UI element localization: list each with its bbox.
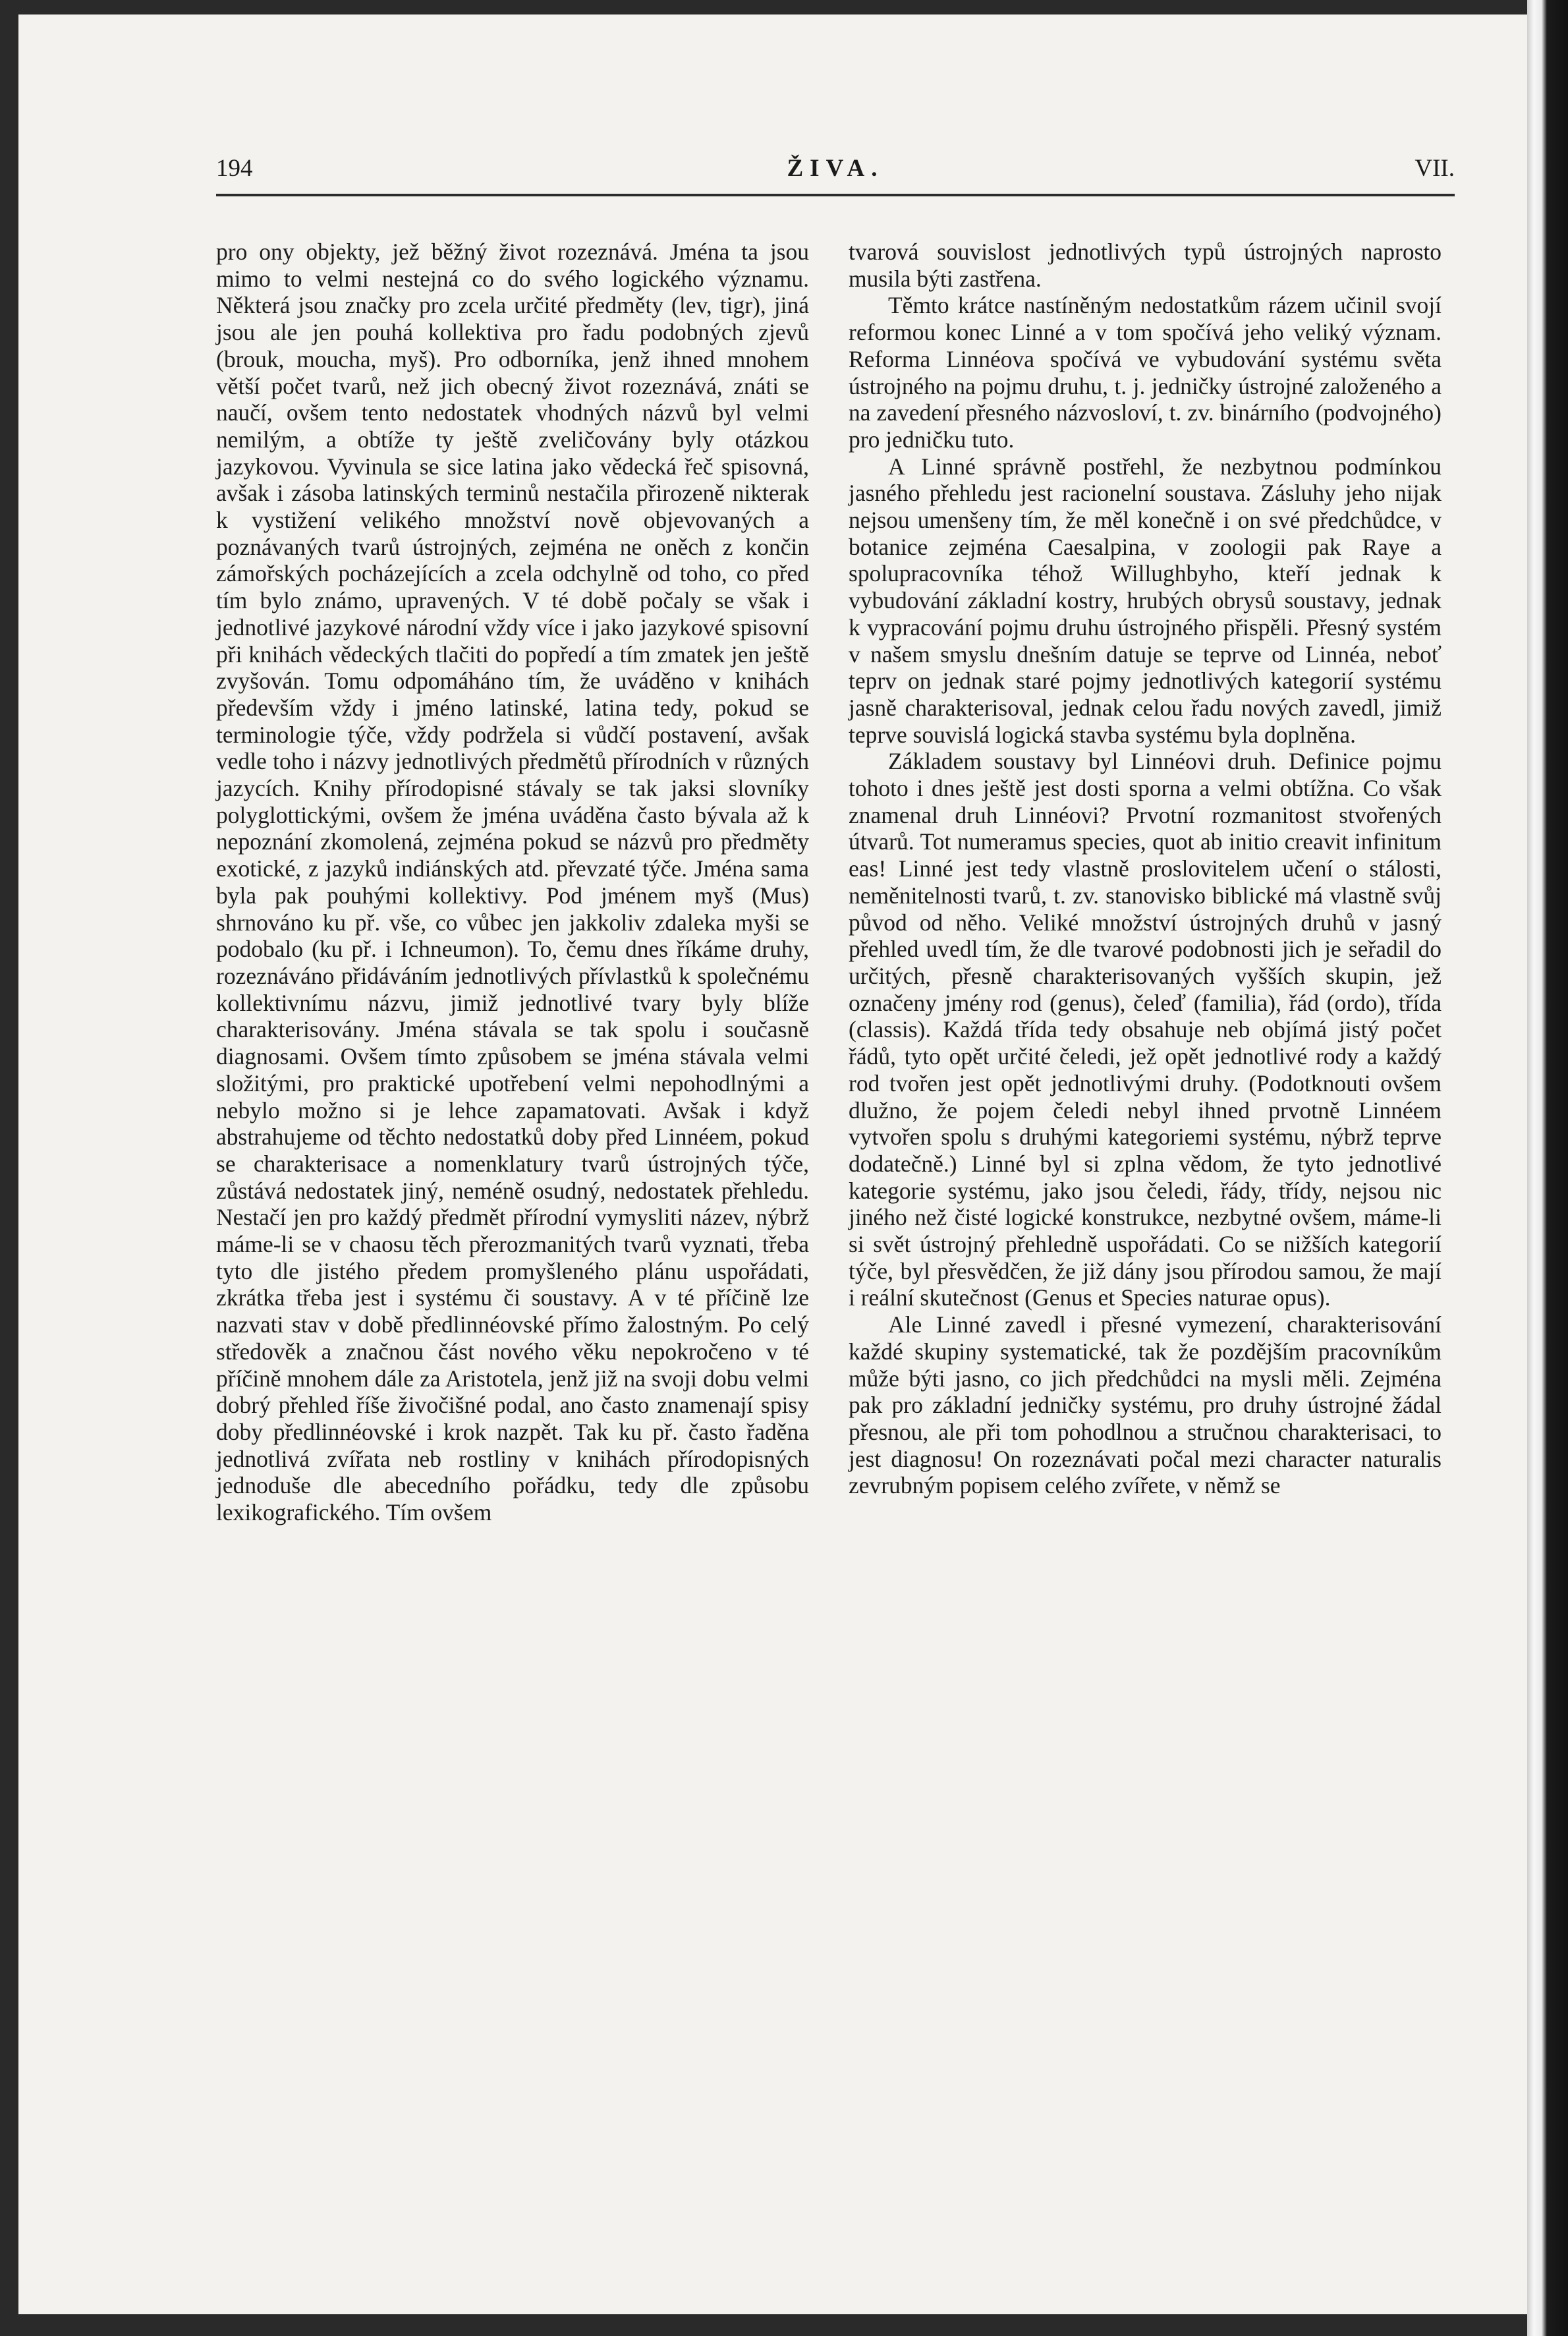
paragraph: Základem soustavy byl Linnéovi druh. Definice pojmu tohoto i dnes ještě jest dosti sporna a velmi obtížna. Co však znamenal druh Linnéovi? Prvotní rozmanitost stvořených útvarů. Tot numeramus species, quot ab initio creavit infinitum eas! Linné jest tedy vlastně proslovitelem učení o stálosti, neměnitelnosti tvarů, t. zv. stanovisko biblické má vlastně svůj původ od něho. Veliké množství ústrojných druhů v jasný přehled uvedl tím, že dle tvarové podobnosti jich je seřadil do určitých, přesně charakterisovaných vyšších skupin, jež označeny jmény rod (genus), čeleď (familia), řád (ordo), třída (classis). Každá třída tedy obsahuje neb objímá jistý počet řádů, tyto opět určité čeledi, jež opět jednotlivé rody a každý rod tvořen jest opět jednotlivými druhy. (Podotknouti ovšem dlužno, že pojem čeledi nebyl ihned prvotně Linnéem vytvořen spolu s druhými kategoriemi systému, nýbrž teprve dodatečně.) Linné byl si zplna vědom, že tyto jednotlivé kategorie systému, jako jsou čeledi, řády, třídy, nejsou nic jiného než čisté logické konstrukce, nezbytné ovšem, máme-li si svět ústrojný přehledně uspořádati. Co se nižších kategorií týče, byl přesvědčen, že již dány jsou přírodou samou, že mají i reální skutečnost (Genus et Species naturae opus).: [849, 748, 1442, 1311]
paragraph: Ale Linné zavedl i přesné vymezení, charakterisování každé skupiny systematické, tak že pozdějším pracovníkům může býti jasno, co jich předchůdci na mysli měli. Zejména pak pro základní jedničky systému, pro druhy ústrojné žádal přesnou, ale při tom pohodlnou a stručnou charakterisaci, to jest diagnosu! On rozeznávati počal mezi character naturalis zevrubným popisem celého zvířete, v němž se: [849, 1311, 1442, 1499]
page-number: 194: [216, 155, 253, 182]
paragraph: Těmto krátce nastíněným nedostatkům rázem učinil svojí reformou konec Linné a v tom spočívá jeho veliký význam. Reforma Linnéova spočívá ve vybudování systému světa ústrojného na pojmu druhu, t. j. jedničky ústrojné založeného a na zavedení přesného názvosloví, t. zv. binárního (podvojného) pro jedničku tuto.: [849, 292, 1442, 453]
scan-edge: [1527, 0, 1568, 2336]
header-rule: [216, 194, 1455, 196]
right-column: [849, 239, 1442, 1499]
paragraph: tvarová souvislost jednotlivých typů ústrojných naprosto musila býti zastřena.: [849, 239, 1442, 292]
running-header: [216, 154, 1455, 194]
left-column: [216, 239, 809, 1526]
volume-number: VII.: [1414, 155, 1455, 182]
paragraph: pro ony objekty, jež běžný život rozeznává. Jména ta jsou mimo to velmi nestejná co do svého logického významu. Některá jsou značky pro zcela určité předměty (lev, tigr), jiná jsou ale jen pouhá kollektiva pro řadu podobných zjevů (brouk, moucha, myš). Pro odborníka, jenž ihned mnohem větší počet tvarů, než jich obecný život rozeznává, znáti se naučí, ovšem tento nedostatek vhodných názvů byl velmi nemilým, a obtíže ty ještě zveličovány byly otázkou jazykovou. Vyvinula se sice latina jako vědecká řeč spisovná, avšak i zásoba latinských terminů nestačila přirozeně nikterak k vystižení velikého množství nově objevovaných a poznávaných tvarů ústrojných, zejména ne oněch z končin zámořských pocházejících a zcela odchylně od toho, co před tím bylo známo, upravených. V té době počaly se však i jednotlivé jazykové národní vždy více i jako jazykové spisovní při knihách vědeckých tlačiti do popředí a tím zmatek jen ještě zvyšován. Tomu odpomáháno tím, že uváděno v knihách především vždy i jméno latinské, latina tedy, pokud se terminologie týče, vždy podržela si vůdčí postavení, avšak vedle toho i názvy jednotlivých předmětů přírodních v různých jazycích. Knihy přírodopisné stávaly se tak jaksi slovníky polyglottickými, ovšem že jména uváděna často bývala až k nepoznání zkomolená, zejména pokud se názvů pro předměty exotické, z jazyků indiánských atd. převzaté týče. Jména sama byla pak pouhými kollektivy. Pod jménem myš (Mus) shrnováno ku př. vše, co vůbec jen jakkoliv zdaleka myši se podobalo (ku př. i Ichneumon). To, čemu dnes říkáme druhy, rozeznáváno přidáváním jednotlivých přívlastků k společnému kollektivnímu názvu, jimiž jednotlivé tvary byly blíže charakterisovány. Jména stávala se tak spolu i současně diagnosami. Ovšem tímto způsobem se jména stávala velmi složitými, pro praktické upotřebení velmi nepohodlnými a nebylo možno si je lehce zapamatovati. Avšak i když abstrahujeme od těchto nedostatků doby před Linnéem, pokud se charakterisace a nomenklatury tvarů ústrojných týče, zůstává nedostatek jiný, neméně osudný, nedostatek přehledu. Nestačí jen pro každý předmět přírodní vymysliti název, nýbrž máme-li se v chaosu těch přerozmanitých tvarů vyznati, třeba tyto dle jistého předem promyšleného plánu uspořádati, zkrátka třeba jest i systému či soustavy. A v té příčině lze nazvati stav v době předlinnéovské přímo žalostným. Po celý středověk a značnou část nového věku nepokročeno v té příčině mnohem dále za Aristotela, jenž již na svoji dobu velmi dobrý přehled říše živočišné podal, ano často znamenají spisy doby předlinnéovské i krok nazpět. Tak ku př. často řaděna jednotlivá zvířata neb rostliny v knihách přírodopisných jednoduše dle abecedního pořádku, tedy dle způsobu lexikografického. Tím ovšem: [216, 239, 809, 1526]
journal-title: ŽIVA.: [787, 155, 884, 182]
book-page: [18, 14, 1534, 2314]
paragraph: A Linné správně postřehl, že nezbytnou podmínkou jasného přehledu jest racionelní soustava. Zásluhy jeho nijak nejsou umenšeny tím, že měl konečně i on své předchůdce, v botanice zejména Caesalpina, v zoologii pak Raye a spolupracovníka téhož Willughbyho, kteří jednak k vybudování základní kostry, hrubých obrysů soustavy, jednak k vypracování pojmu druhu ústrojného přispěli. Přesný systém v našem smyslu dnešním datuje se teprve od Linnéa, neboť teprv on jednak staré pojmy jednotlivých kategorií systému jasně charakterisoval, jednak celou řadu nových zavedl, jimiž teprve souvislá logická stavba systému byla doplněna.: [849, 453, 1442, 748]
